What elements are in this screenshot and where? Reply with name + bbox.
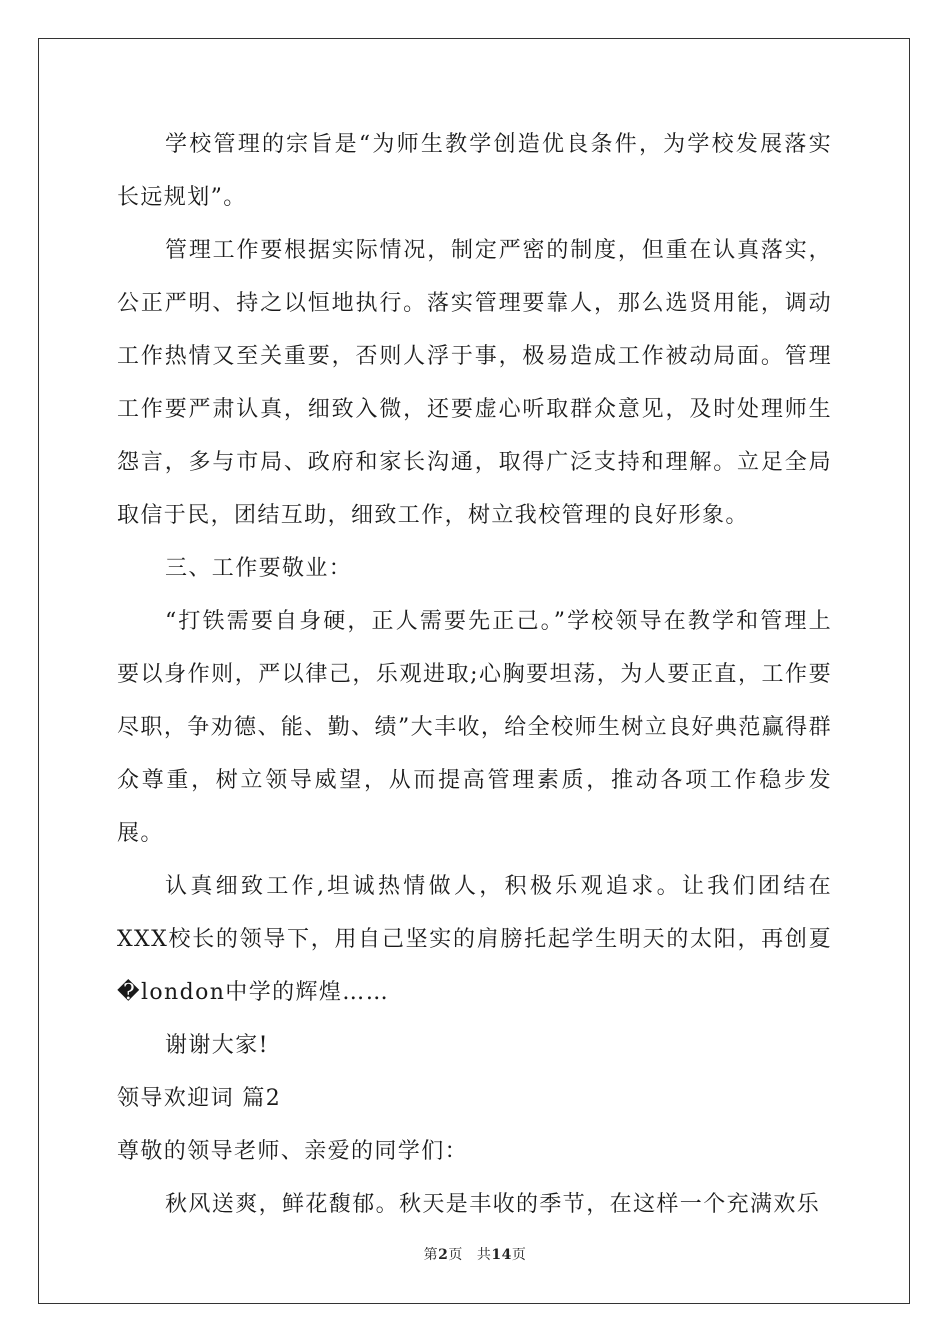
paragraph-thanks: 谢谢大家! [165,1033,269,1058]
page-prefix: 第 [423,1247,439,1263]
paragraph-autumn-opening: 秋风送爽，鲜花馥郁。秋天是丰收的季节，在这样一个充满欢乐 [165,1192,821,1217]
document-body [117,118,832,1231]
total-pages: 14 [491,1247,512,1263]
total-prefix: 共 [476,1247,492,1263]
section-title-speech-2: 领导欢迎词 篇2 [117,1086,282,1111]
paragraph-management-purpose: 学校管理的宗旨是“为师生教学创造优良条件，为学校发展落实长远规划”。 [117,132,832,210]
paragraph-management-work: 管理工作要根据实际情况，制定严密的制度，但重在认真落实，公正严明、持之以恒地执行。落实管理要靠人，那么选贤用能，调动工作热情又至关重要，否则人浮于事，极易造成工作被动局面。管理工作要严肃认真，细致入微，还要虚心听取群众意见，及时处理师生怨言，多与市局、政府和家长沟通，取得广泛支持和理解。立足全局取信于民，团结互助，细致工作，树立我校管理的良好形象。 [117,238,832,528]
paragraph-closing-call: 认真细致工作,坦诚热情做人，积极乐观追求。让我们团结在XXX校长的领导下，用自己坚实的肩膀托起学生明天的太阳，再创夏�london中学的辉煌…… [117,874,832,1005]
salutation: 尊敬的领导老师、亲爱的同学们： [117,1139,469,1164]
section-heading-dedication: 三、工作要敬业： [165,556,353,581]
page-suffix: 页 [448,1247,463,1263]
paragraph-lead-by-example: “打铁需要自身硬，正人需要先正己。”学校领导在教学和管理上要以身作则，严以律己，乐观进取;心胸要坦荡，为人要正直，工作要尽职，争劝德、能、勤、绩”大丰收，给全校师生树立良好典范赢得群众尊重，树立领导威望，从而提高管理素质，推动各项工作稳步发展。 [117,609,832,846]
page-number: 2 [438,1247,449,1263]
total-suffix: 页 [511,1247,527,1263]
page-footer [0,1244,950,1264]
